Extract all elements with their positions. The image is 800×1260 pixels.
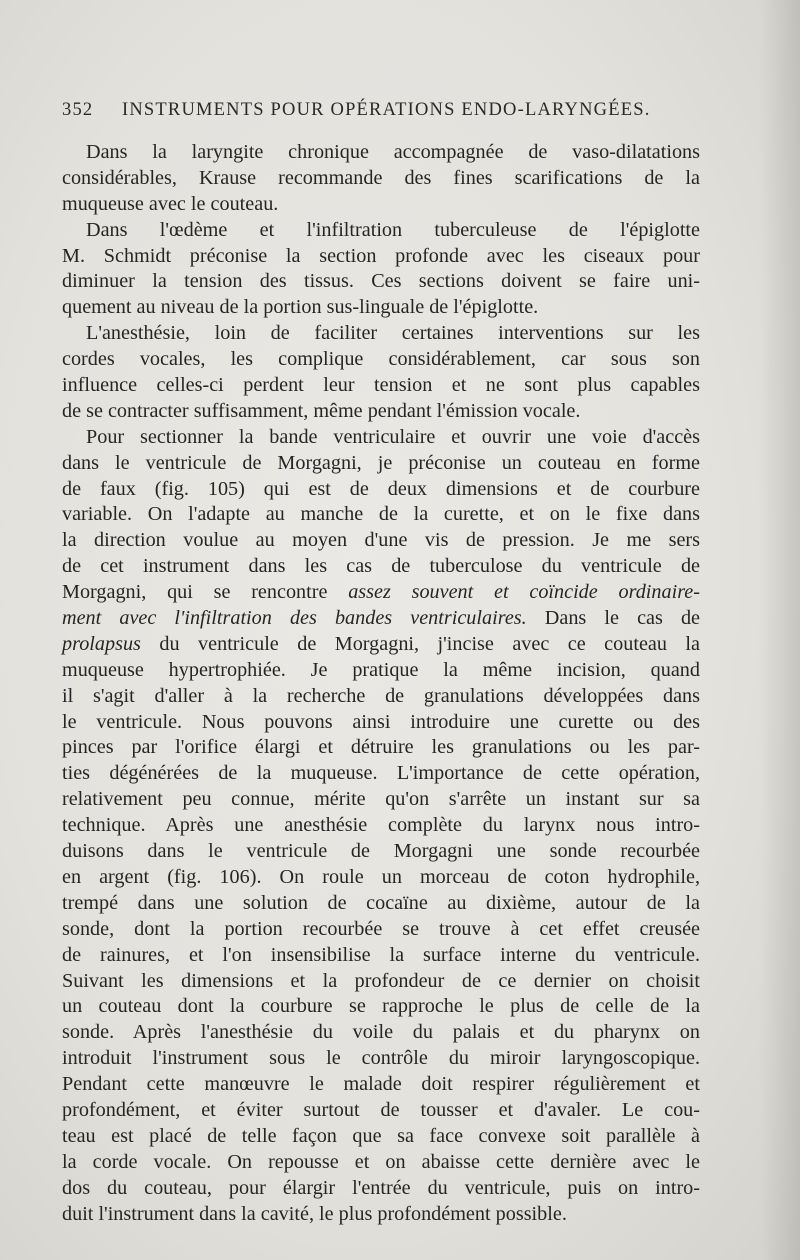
text-line: en argent (fig. 106). On roule un morceau de coton hydrophile, [62,865,700,888]
text-line: de cet instrument dans les cas de tuberculose du ventricule de [62,555,700,578]
text-line: il s'agit d'aller à la recherche de granulations développées dans [62,684,700,707]
text-line-italic: ment avec l'infiltration des bandes ventriculaires. [62,607,527,630]
text-line: M. Schmidt préconise la section profonde avec les ciseaux pour [62,244,700,267]
text-line: trempé dans une solution de cocaïne au dixième, autour de la [62,891,700,914]
text-line [62,606,700,632]
page-edge-shadow [760,0,800,1260]
text-line: la corde vocale. On repousse et on abaisse cette dernière avec le [62,1150,700,1173]
text-line: teau est placé de telle façon que sa face convexe soit parallèle à [62,1124,700,1147]
text-line: influence celles-ci perdent leur tension et ne sont plus capables [62,374,700,397]
text-line-roman: Dans le cas de [544,607,700,630]
text-line: sonde, dont la portion recourbée se trouve à cet effet creusée [62,917,700,940]
text-line: Pendant cette manœuvre le malade doit respirer régulièrement et [62,1073,700,1096]
text-line: diminuer la tension des tissus. Ces sections doivent se faire uni- [62,270,700,293]
text-line: la direction voulue au moyen d'une vis de pression. Je me sers [62,529,700,552]
text-line: sonde. Après l'anesthésie du voile du palais et du pharynx on [62,1021,700,1044]
text-line: Dans l'œdème et l'infiltration tuberculeuse de l'épiglotte [86,218,700,241]
text-line-roman: du ventricule de Morgagni, j'incise avec ce couteau la [159,632,701,655]
text-line: considérables, Krause recommande des fines scarifications de la [62,166,700,189]
text-line-italic: prolapsus [62,632,141,655]
text-line: variable. On l'adapte au manche de la curette, et on le fixe dans [62,503,700,526]
running-header [62,100,702,121]
running-title: INSTRUMENTS POUR OPÉRATIONS ENDO-LARYNGÉES. [122,100,651,120]
text-line: de rainures, et l'on insensibilise la surface interne du ventricule. [62,943,700,966]
page-number: 352 [62,100,94,120]
text-line: de se contracter suffisamment, même pendant l'émission vocale. [62,399,581,422]
text-line: profondément, et éviter surtout de tousser et d'avaler. Le cou- [62,1098,700,1121]
text-line: cordes vocales, les complique considérablement, car sous son [62,348,700,371]
text-line [62,580,700,606]
text-line: duit l'instrument dans la cavité, le plus profondément possible. [62,1202,567,1225]
text-line: dos du couteau, pour élargir l'entrée du ventricule, puis on intro- [62,1176,700,1199]
text-line: relativement peu connue, mérite qu'on s'arrête un instant sur sa [62,788,700,811]
text-line: technique. Après une anesthésie complète du larynx nous intro- [62,814,700,837]
text-line: Dans la laryngite chronique accompagnée de vaso-dilatations [86,141,700,163]
text-line: muqueuse avec le couteau. [62,192,279,215]
body-text [62,140,700,1227]
text-line-roman: Morgagni, qui se rencontre [62,581,328,604]
text-line: un couteau dont la courbure se rapproche le plus de celle de la [62,995,700,1018]
text-line: dans le ventricule de Morgagni, je préconise un couteau en forme [62,451,700,474]
text-line: le ventricule. Nous pouvons ainsi introduire une curette ou des [62,710,700,733]
text-line: introduit l'instrument sous le contrôle du miroir laryngoscopique. [62,1047,700,1070]
text-line: quement au niveau de la portion sus-linguale de l'épiglotte. [62,296,539,319]
text-line: de faux (fig. 105) qui est de deux dimensions et de courbure [62,477,700,500]
text-line-italic: assez souvent et coïncide ordinaire- [348,581,700,604]
text-line: pinces par l'orifice élargi et détruire les granulations ou les par- [62,736,700,759]
text-line: L'anesthésie, loin de faciliter certaines interventions sur les [86,322,700,345]
text-line: Pour sectionner la bande ventriculaire et ouvrir une voie d'accès [86,425,700,448]
text-line: Suivant les dimensions et la profondeur de ce dernier on choisit [62,969,700,992]
text-line: muqueuse hypertrophiée. Je pratique la même incision, quand [62,658,700,681]
text-line [62,632,700,658]
text-line: ties dégénérées de la muqueuse. L'importance de cette opération, [62,762,700,785]
text-line: duisons dans le ventricule de Morgagni une sonde recourbée [62,840,700,863]
